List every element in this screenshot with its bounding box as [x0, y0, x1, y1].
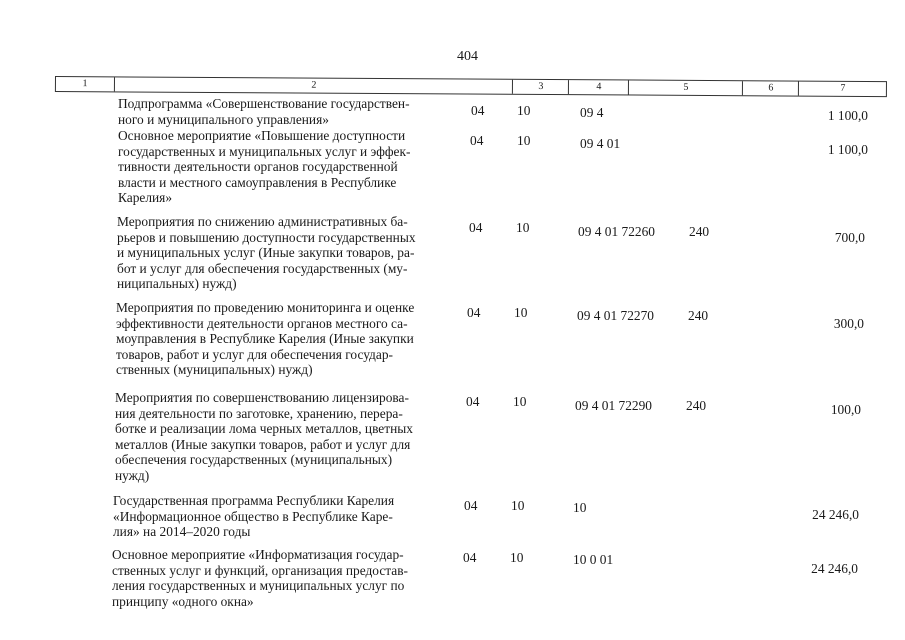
- description-line: рьеров и повышению доступности государственных: [117, 229, 416, 245]
- amount: 24 246,0: [811, 561, 858, 576]
- amount: 300,0: [833, 316, 864, 331]
- subsection-code: 10: [510, 550, 524, 565]
- description-line: принципу «одного окна»: [112, 593, 254, 609]
- subsection-code: 10: [516, 220, 530, 235]
- subsection-code: 10: [513, 394, 527, 409]
- page-number: 404: [457, 49, 478, 64]
- description-line: эффективности деятельности органов местного са-: [116, 315, 408, 331]
- target-article-code: 10 0 01: [573, 552, 614, 567]
- column-header-4: 4: [568, 80, 629, 94]
- amount: 700,0: [834, 230, 865, 245]
- description-line: ния деятельности по заготовке, хранению, перера-: [115, 405, 403, 421]
- description-line: ного и муниципального управления»: [118, 111, 329, 127]
- description-line: товаров, работ и услуг для обеспечения государ-: [116, 346, 393, 362]
- row-description: [115, 390, 460, 484]
- description-line: бот и услуг для обеспечения государственных (му-: [117, 260, 408, 276]
- row-description: [116, 300, 461, 378]
- subsection-code: 10: [511, 498, 525, 513]
- description-line: обеспечения государственных (муниципальных): [115, 452, 393, 468]
- amount: 1 100,0: [827, 108, 868, 123]
- section-code: 04: [467, 305, 481, 320]
- description-line: и муниципальных услуг (Иные закупки товаров, ра-: [117, 245, 415, 261]
- row-description: [117, 214, 462, 292]
- description-line: ниципальных) нужд): [117, 276, 237, 292]
- description-line: металлов (Иные закупки товаров, работ и услуг для: [115, 436, 411, 452]
- column-header-5: 5: [628, 81, 743, 96]
- section-code: 04: [470, 133, 484, 148]
- column-header-2: 2: [114, 77, 513, 93]
- description-line: лия» на 2014–2020 годы: [113, 524, 251, 540]
- description-line: ботке и реализации лома черных металлов, цветных: [115, 421, 413, 437]
- section-code: 04: [469, 220, 483, 235]
- subsection-code: 10: [517, 133, 531, 148]
- column-header-7: 7: [798, 82, 887, 97]
- subsection-code: 10: [517, 103, 531, 118]
- target-article-code: 09 4 01: [580, 136, 621, 151]
- description-line: «Информационное общество в Республике Каре-: [113, 508, 393, 524]
- description-line: власти и местного самоуправления в Республике: [118, 174, 397, 190]
- description-line: нужд): [115, 467, 150, 483]
- row-description: [118, 128, 463, 206]
- target-article-code: 09 4 01 72290: [575, 398, 652, 413]
- section-code: 04: [466, 394, 480, 409]
- subsection-code: 10: [514, 305, 528, 320]
- column-header-3: 3: [512, 80, 569, 94]
- description-line: тивности деятельности органов государственной: [118, 159, 398, 175]
- description-line: Мероприятия по снижению административных ба-: [117, 214, 408, 229]
- description-line: Государственная программа Республики Карелия: [113, 493, 395, 508]
- description-line: Основное мероприятие «Повышение доступности: [118, 128, 406, 143]
- column-header-1: 1: [82, 78, 88, 90]
- row-description: [113, 493, 458, 540]
- description-line: Основное мероприятие «Информатизация государ-: [112, 547, 404, 562]
- description-line: Карелия»: [118, 190, 173, 206]
- description-line: Мероприятия по совершенствованию лицензирова-: [115, 390, 409, 405]
- amount: 1 100,0: [827, 142, 868, 157]
- description-line: Мероприятия по проведению мониторинга и оценке: [116, 300, 415, 315]
- row-description: [118, 96, 463, 127]
- target-article-code: 10: [573, 500, 587, 515]
- section-code: 04: [471, 103, 485, 118]
- target-article-code: 09 4 01 72260: [578, 224, 655, 239]
- description-line: государственных и муниципальных услуг и эффек-: [118, 143, 411, 159]
- description-line: ственных (муниципальных) нужд): [116, 362, 313, 378]
- description-line: ления государственных и муниципальных услуг по: [112, 578, 405, 594]
- amount: 24 246,0: [812, 507, 859, 522]
- description-line: Подпрограмма «Совершенствование государствен-: [118, 96, 410, 111]
- expense-type-code: 240: [689, 224, 710, 239]
- column-header-row: [55, 76, 887, 97]
- expense-type-code: 240: [688, 308, 709, 323]
- section-code: 04: [464, 498, 478, 513]
- row-description: [112, 547, 457, 609]
- target-article-code: 09 4 01 72270: [577, 308, 654, 323]
- section-code: 04: [463, 550, 477, 565]
- target-article-code: 09 4: [580, 105, 604, 120]
- description-line: ственных услуг и функций, организация предостав-: [112, 562, 409, 578]
- amount: 100,0: [830, 402, 861, 417]
- expense-type-code: 240: [686, 398, 707, 413]
- column-header-6: 6: [742, 81, 799, 95]
- description-line: моуправления в Республике Карелия (Иные закупки: [116, 331, 414, 347]
